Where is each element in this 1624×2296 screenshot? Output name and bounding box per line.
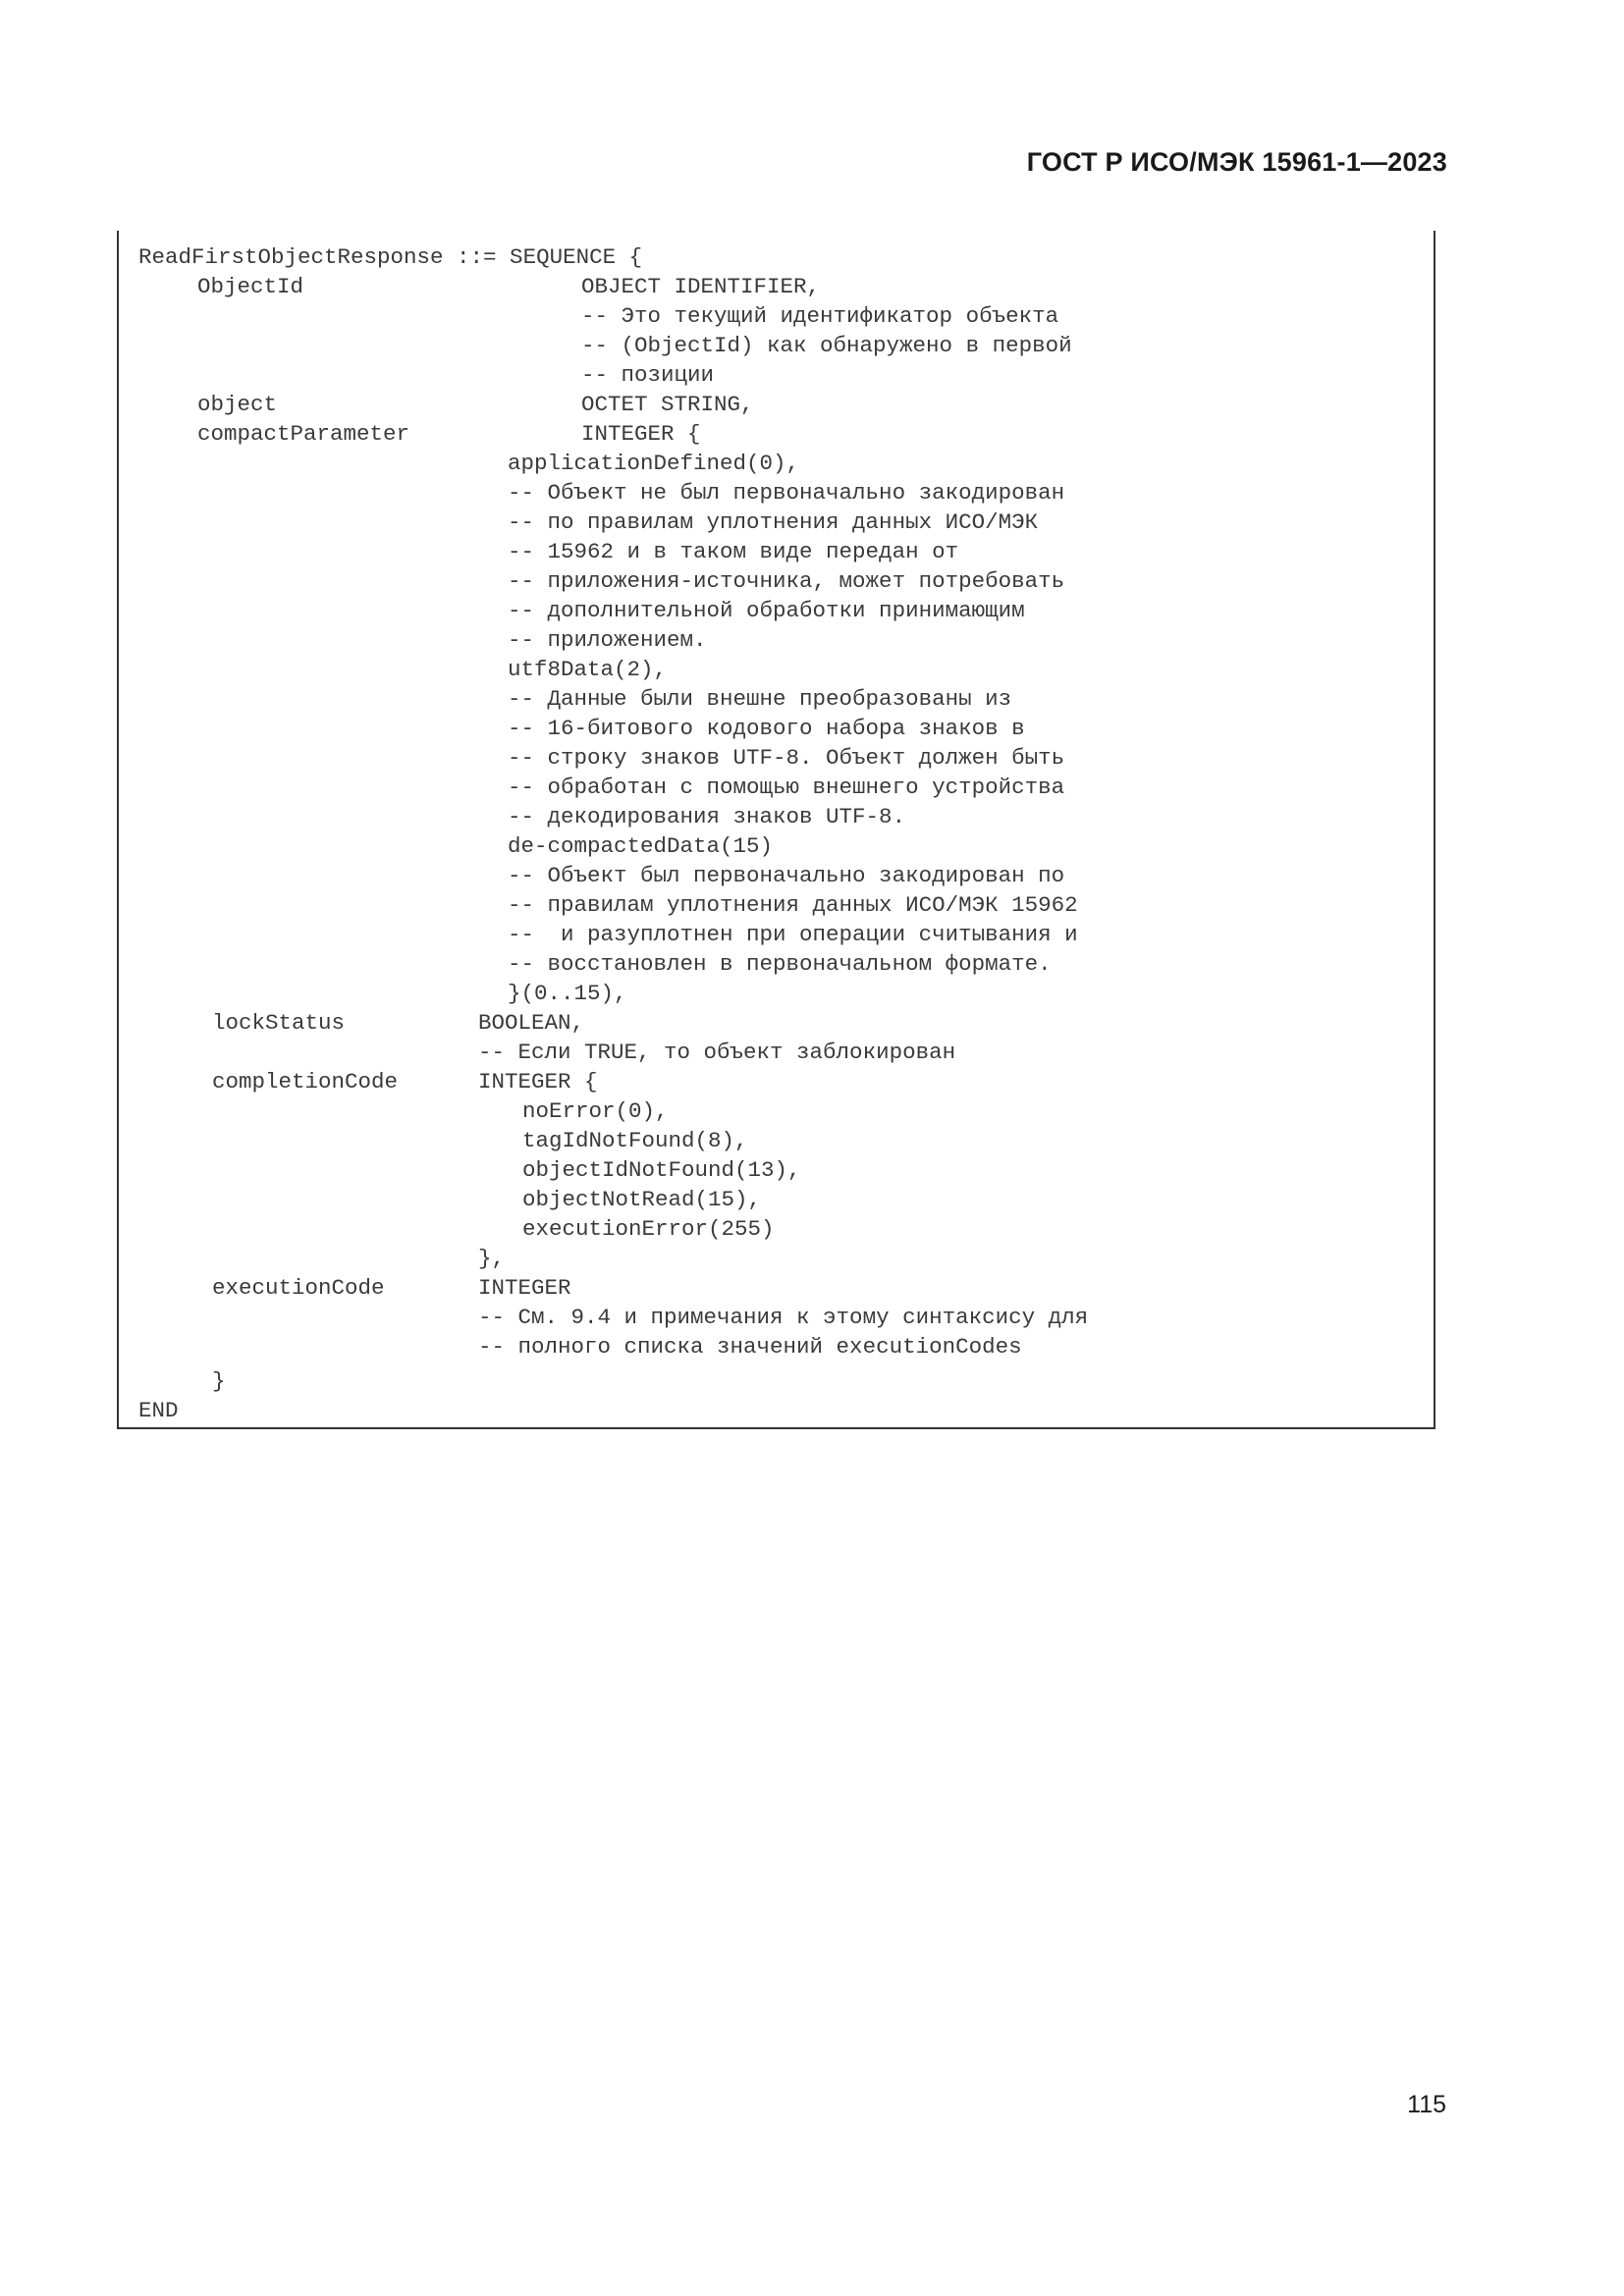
code-line: -- Если TRUE, то объект заблокирован [478, 1040, 956, 1065]
code-listing-box [117, 231, 1435, 1429]
code-line: INTEGER { [478, 1069, 598, 1095]
code-line: -- приложением. [508, 627, 707, 653]
code-line: -- Это текущий идентификатор объекта [581, 303, 1059, 329]
code-line: lockStatus [212, 1010, 346, 1036]
code-line: -- обработан с помощью внешнего устройства [508, 774, 1065, 800]
code-line: -- 16-битового кодового набора знаков в [508, 716, 1025, 741]
code-line: -- восстановлен в первоначальном формате. [508, 951, 1052, 977]
code-line: -- 15962 и в таком виде передан от [508, 539, 959, 564]
code-line: object [197, 392, 278, 417]
code-line: -- Объект был первоначально закодирован по [508, 863, 1065, 888]
code-line: BOOLEAN, [478, 1010, 585, 1036]
code-line: executionError(255) [522, 1216, 775, 1242]
code-line: compactParameter [197, 421, 410, 447]
code-line: tagIdNotFound(8), [522, 1128, 748, 1153]
code-line: de-compactedData(15) [508, 833, 774, 859]
code-line: -- приложения-источника, может потребовать [508, 568, 1065, 594]
code-line: -- позиции [581, 362, 715, 388]
code-line: -- Данные были внешне преобразованы из [508, 686, 1012, 712]
code-line: -- строку знаков UTF-8. Объект должен быть [508, 745, 1065, 771]
code-line: }(0..15), [508, 981, 627, 1006]
code-line: executionCode [212, 1275, 385, 1301]
document-header: ГОСТ Р ИСО/МЭК 15961-1—2023 [1026, 147, 1447, 177]
code-line: -- правилам уплотнения данных ИСО/МЭК 15962 [508, 892, 1078, 918]
code-line: END [138, 1398, 179, 1423]
code-line: noError(0), [522, 1098, 669, 1124]
code-line: -- по правилам уплотнения данных ИСО/МЭК [508, 509, 1039, 535]
code-line: utf8Data(2), [508, 657, 668, 682]
code-line: -- Объект не был первоначально закодирован [508, 480, 1065, 506]
code-line: INTEGER { [581, 421, 701, 447]
code-line: objectNotRead(15), [522, 1187, 762, 1212]
code-line: -- и разуплотнен при операции считывания и [508, 922, 1078, 947]
code-line: -- См. 9.4 и примечания к этому синтаксису для [478, 1305, 1089, 1330]
code-line: ObjectId [197, 274, 304, 299]
page-number: 115 [1407, 2091, 1446, 2118]
code-line: -- декодирования знаков UTF-8. [508, 804, 906, 829]
code-line: -- дополнительной обработки принимающим [508, 598, 1025, 623]
code-line: OBJECT IDENTIFIER, [581, 274, 821, 299]
code-line: applicationDefined(0), [508, 451, 800, 476]
code-line: }, [478, 1246, 506, 1271]
code-line: completionCode [212, 1069, 399, 1095]
code-line: -- (ObjectId) как обнаружено в первой [581, 333, 1072, 358]
code-line: ReadFirstObjectResponse ::= SEQUENCE { [138, 244, 643, 270]
code-line: objectIdNotFound(13), [522, 1157, 801, 1183]
code-line: INTEGER [478, 1275, 571, 1301]
code-line: -- полного списка значений executionCodes [478, 1334, 1022, 1360]
code-line: } [212, 1368, 226, 1394]
code-line: OCTET STRING, [581, 392, 754, 417]
